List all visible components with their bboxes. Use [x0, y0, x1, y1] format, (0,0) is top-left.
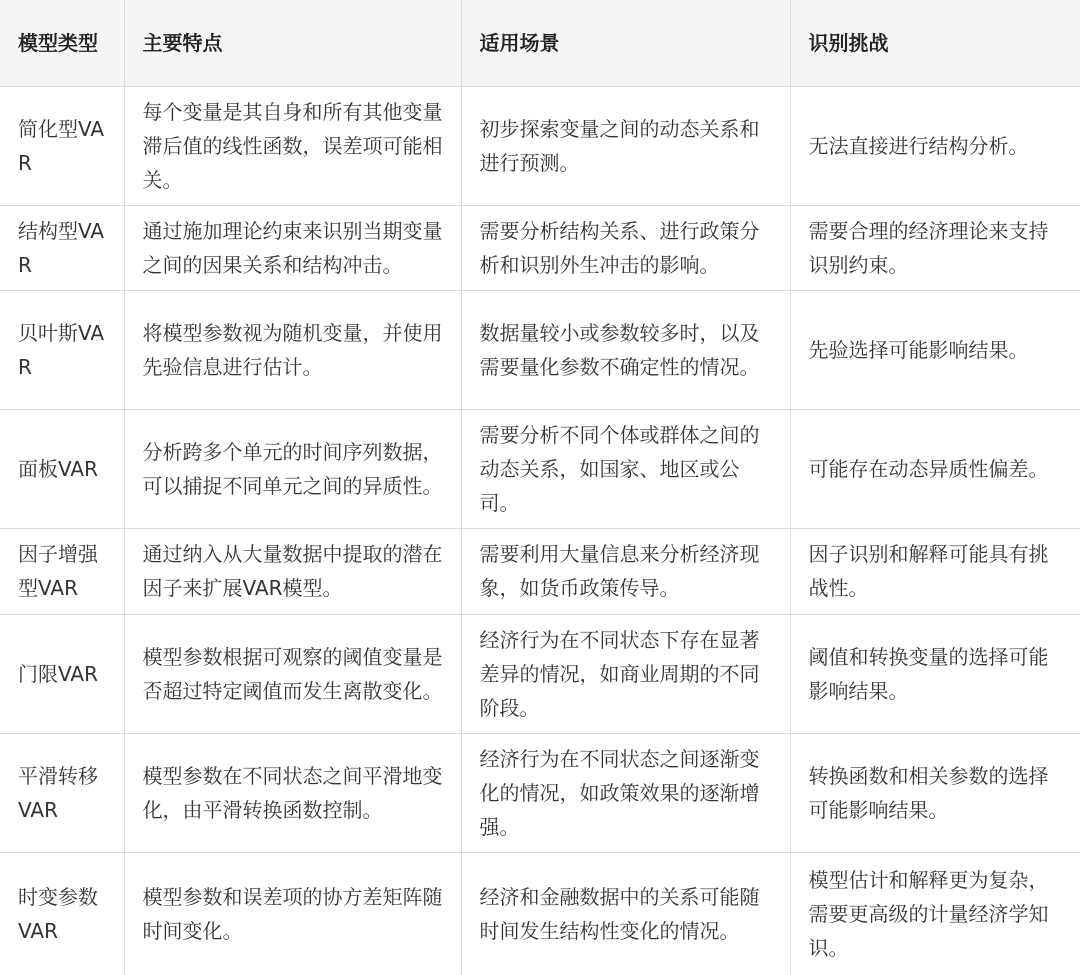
table-header [0, 0, 1080, 86]
cell-challenges: 可能存在动态异质性偏差。 [790, 409, 1080, 528]
cell-scenarios: 需要分析不同个体或群体之间的动态关系，如国家、地区或公司。 [461, 409, 790, 528]
cell-model-type: 贝叶斯VAR [0, 290, 124, 409]
cell-challenges: 模型估计和解释更为复杂，需要更高级的计量经济学知识。 [790, 852, 1080, 975]
table-row [0, 409, 1080, 528]
cell-features: 模型参数根据可观察的阈值变量是否超过特定阈值而发生离散变化。 [124, 614, 461, 733]
cell-model-type: 时变参数VAR [0, 852, 124, 975]
cell-challenges: 转换函数和相关参数的选择可能影响结果。 [790, 733, 1080, 852]
cell-features: 通过施加理论约束来识别当期变量之间的因果关系和结构冲击。 [124, 205, 461, 290]
table-row [0, 290, 1080, 409]
cell-scenarios: 经济和金融数据中的关系可能随时间发生结构性变化的情况。 [461, 852, 790, 975]
cell-scenarios: 数据量较小或参数较多时，以及需要量化参数不确定性的情况。 [461, 290, 790, 409]
cell-model-type: 面板VAR [0, 409, 124, 528]
cell-features: 模型参数和误差项的协方差矩阵随时间变化。 [124, 852, 461, 975]
table-row [0, 205, 1080, 290]
table-row [0, 86, 1080, 205]
cell-challenges: 无法直接进行结构分析。 [790, 86, 1080, 205]
cell-scenarios: 经济行为在不同状态之间逐渐变化的情况，如政策效果的逐渐增强。 [461, 733, 790, 852]
header-challenges: 识别挑战 [790, 0, 1080, 86]
cell-scenarios: 需要分析结构关系、进行政策分析和识别外生冲击的影响。 [461, 205, 790, 290]
cell-challenges: 先验选择可能影响结果。 [790, 290, 1080, 409]
table-body [0, 86, 1080, 975]
header-features: 主要特点 [124, 0, 461, 86]
cell-challenges: 阈值和转换变量的选择可能影响结果。 [790, 614, 1080, 733]
table-row [0, 852, 1080, 975]
cell-scenarios: 经济行为在不同状态下存在显著差异的情况，如商业周期的不同阶段。 [461, 614, 790, 733]
cell-model-type: 简化型VAR [0, 86, 124, 205]
cell-model-type: 因子增强型VAR [0, 528, 124, 614]
cell-model-type: 结构型VAR [0, 205, 124, 290]
header-model-type: 模型类型 [0, 0, 124, 86]
table-row [0, 733, 1080, 852]
cell-features: 每个变量是其自身和所有其他变量滞后值的线性函数，误差项可能相关。 [124, 86, 461, 205]
cell-features: 将模型参数视为随机变量，并使用先验信息进行估计。 [124, 290, 461, 409]
table-row [0, 614, 1080, 733]
header-scenarios: 适用场景 [461, 0, 790, 86]
cell-features: 模型参数在不同状态之间平滑地变化，由平滑转换函数控制。 [124, 733, 461, 852]
cell-features: 通过纳入从大量数据中提取的潜在因子来扩展VAR模型。 [124, 528, 461, 614]
cell-challenges: 需要合理的经济理论来支持识别约束。 [790, 205, 1080, 290]
header-row [0, 0, 1080, 86]
cell-features: 分析跨多个单元的时间序列数据，可以捕捉不同单元之间的异质性。 [124, 409, 461, 528]
cell-model-type: 平滑转移VAR [0, 733, 124, 852]
cell-scenarios: 需要利用大量信息来分析经济现象，如货币政策传导。 [461, 528, 790, 614]
cell-challenges: 因子识别和解释可能具有挑战性。 [790, 528, 1080, 614]
cell-scenarios: 初步探索变量之间的动态关系和进行预测。 [461, 86, 790, 205]
table-row [0, 528, 1080, 614]
cell-model-type: 门限VAR [0, 614, 124, 733]
